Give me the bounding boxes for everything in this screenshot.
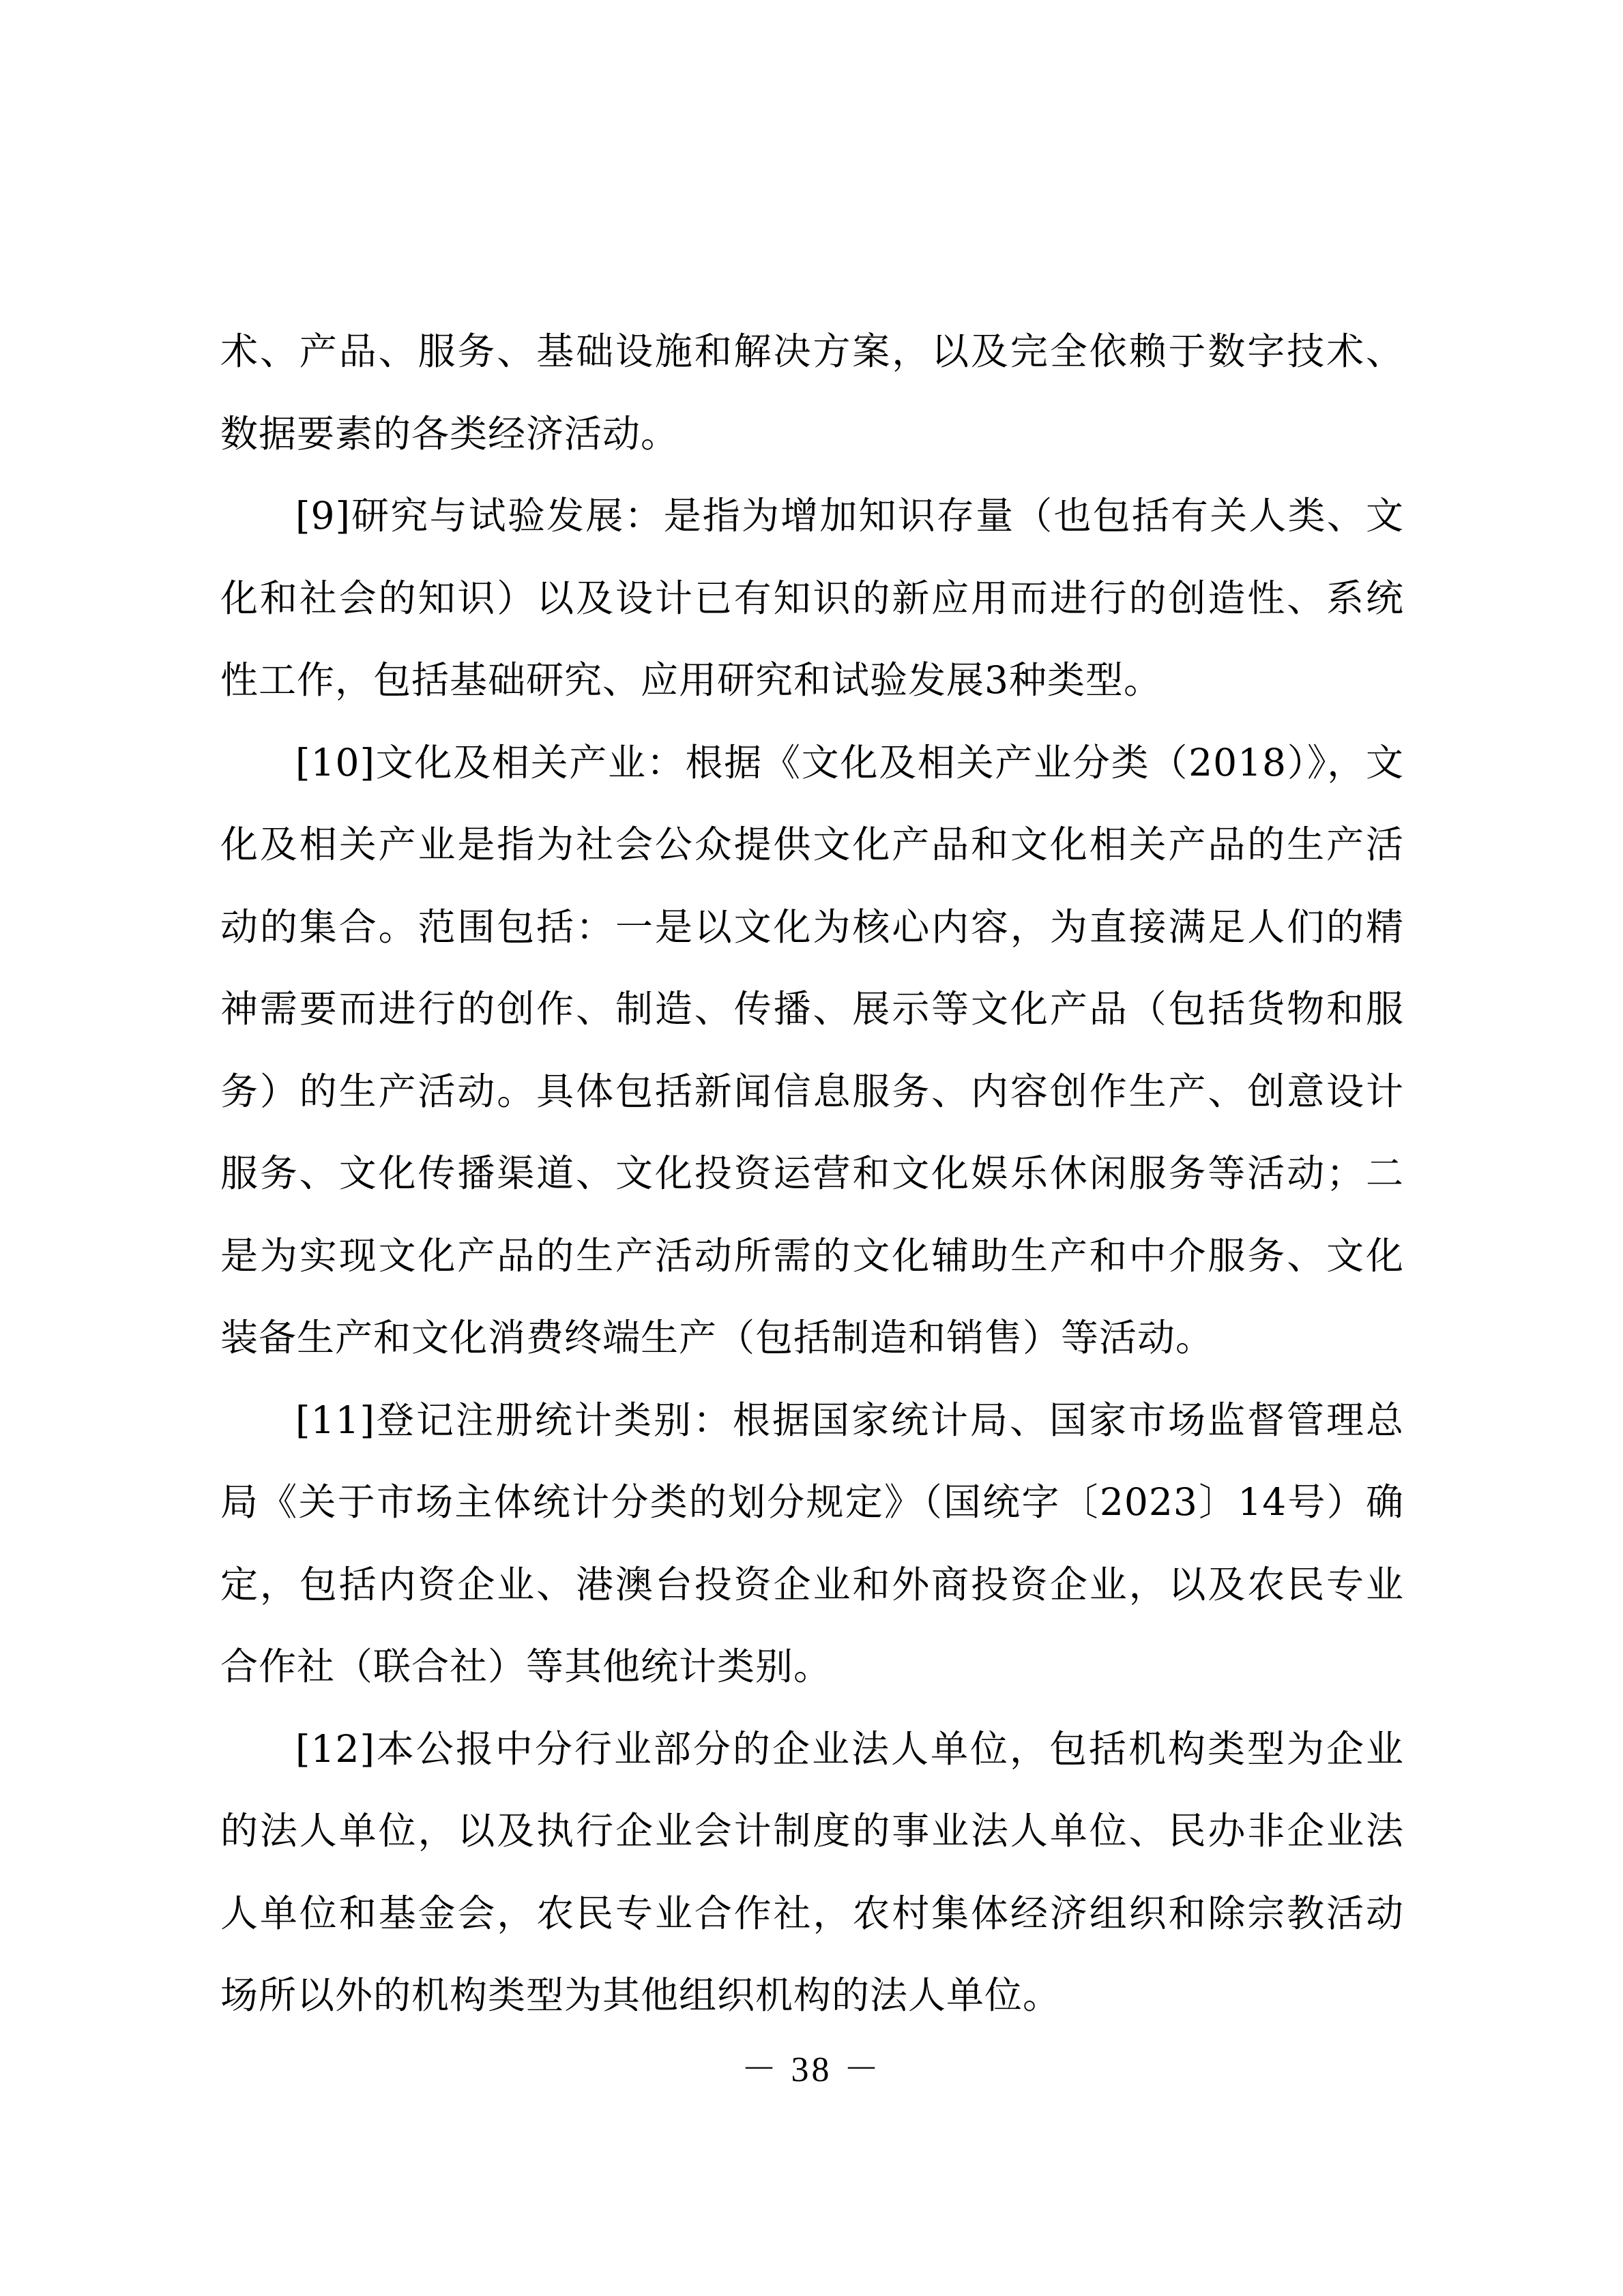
footnote-12-enterprise-legal-units: [12]本公报中分行业部分的企业法人单位，包括机构类型为企业的法人单位，以及执行企业会计制度的事业法人单位、民办非企业法人单位和基金会，农民专业合作社，农村集体经济组织和除宗教活动场所以外的机构类型为其他组织机构的法人单位。: [220, 1726, 1404, 2017]
footnote-10-cultural-industries: [10]文化及相关产业：根据《文化及相关产业分类（2018）》，文化及相关产业是指为社会公众提供文化产品和文化相关产品的生产活动的集合。范围包括：一是以文化为核心内容，为直接满足人们的精神需要而进行的创作、制造、传播、展示等文化产品（包括货物和服务）的生产活动。具体包括新闻信息服务、内容创作生产、创意设计服务、文化传播渠道、文化投资运营和文化娱乐休闲服务等活动；二是为实现文化产品的生产活动所需的文化辅助生产和中介服务、文化装备生产和文化消费终端生产（包括制造和销售）等活动。: [220, 740, 1404, 1359]
document-body: [220, 310, 1404, 2037]
footnote-9-research-and-development: [9]研究与试验发展：是指为增加知识存量（也包括有关人类、文化和社会的知识）以及设计已有知识的新应用而进行的创造性、系统性工作，包括基础研究、应用研究和试验发展3种类型。: [220, 494, 1404, 702]
page-number: － 38 －: [741, 2050, 882, 2089]
footnote-11-registration-categories: [11]登记注册统计类别：根据国家统计局、国家市场监督管理总局《关于市场主体统计分类的划分规定》（国统字〔2023〕14号）确定，包括内资企业、港澳台投资企业和外商投资企业，以及农民专业合作社（联合社）等其他统计类别。: [220, 1398, 1404, 1688]
paragraph-continuation: 术、产品、服务、基础设施和解决方案，以及完全依赖于数字技术、数据要素的各类经济活动。: [220, 329, 1404, 456]
